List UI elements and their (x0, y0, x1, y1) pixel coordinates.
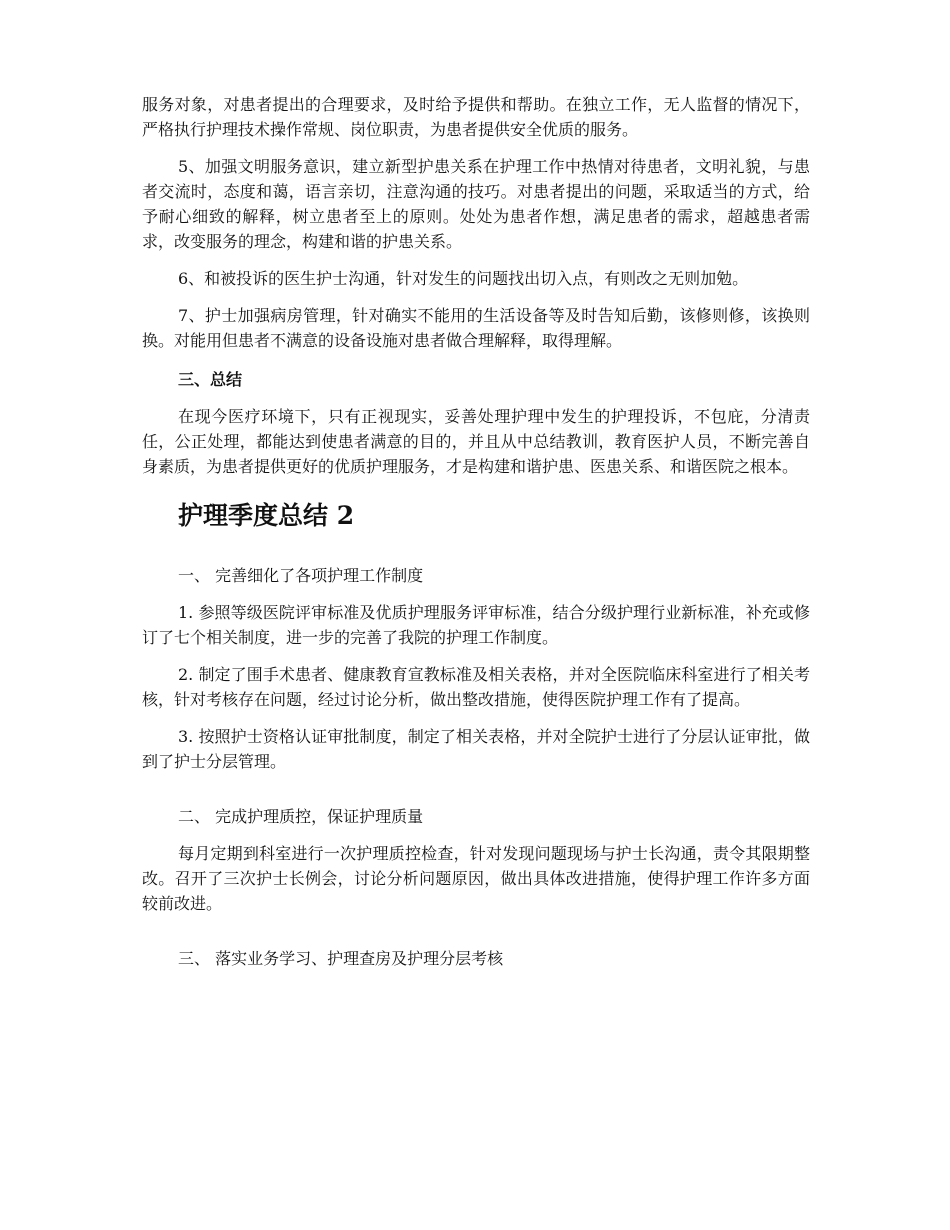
summary-heading: 三、总结 (178, 370, 243, 389)
item-6-paragraph: 6、和被投诉的医生护士沟通，针对发生的问题找出切入点，有则改之无则加勉。 (178, 269, 749, 288)
heading-one: 一、 完善细化了各项护理工作制度 (178, 566, 424, 585)
document-page (142, 92, 810, 971)
summary-paragraph: 在现今医疗环境下，只有正视现实，妥善处理护理中发生的护理投诉，不包庇，分清责任，公正处理，都能达到使患者满意的目的，并且从中总结教训，教育医护人员，不断完善自身素质，为患者提供更好的优质护理服务，才是构建和谐护患、医患关系、和谐医院之根本。 (142, 407, 810, 476)
intro-paragraph: 服务对象，对患者提出的合理要求，及时给予提供和帮助。在独立工作，无人监督的情况下，严格执行护理技术操作常规、岗位职责，为患者提供安全优质的服务。 (142, 95, 810, 139)
document-title: 护理季度总结 2 (178, 501, 355, 530)
point-2-paragraph: 2. 制定了围手术患者、健康教育宣教标准及相关表格，并对全医院临床科室进行了相关考核，针对考核存在问题，经过讨论分析，做出整改措施，使得医院护理工作有了提高。 (142, 665, 810, 709)
heading-three: 三、 落实业务学习、护理查房及护理分层考核 (178, 949, 504, 968)
item-5-paragraph: 5、加强文明服务意识，建立新型护患关系在护理工作中热情对待患者，文明礼貌，与患者交流时，态度和蔼，语言亲切，注意沟通的技巧。对患者提出的问题，采取适当的方式，给予耐心细致的解释，树立患者至上的原则。处处为患者作想，满足患者的需求，超越患者需求，改变服务的理念，构建和谐的护患关系。 (142, 157, 810, 251)
quality-paragraph: 每月定期到科室进行一次护理质控检查，针对发现问题现场与护士长沟通，责令其限期整改。召开了三次护士长例会，讨论分析问题原因，做出具体改进措施，使得护理工作许多方面较前改进。 (142, 844, 810, 913)
point-3-paragraph: 3. 按照护士资格认证审批制度，制定了相关表格，并对全院护士进行了分层认证审批，做到了护士分层管理。 (142, 727, 810, 771)
point-1-paragraph: 1. 参照等级医院评审标准及优质护理服务评审标准，结合分级护理行业新标准，补充或修订了七个相关制度，进一步的完善了我院的护理工作制度。 (142, 603, 810, 647)
heading-two: 二、 完成护理质控，保证护理质量 (178, 807, 424, 826)
item-7-paragraph: 7、护士加强病房管理，针对确实不能用的生活设备等及时告知后勤，该修则修，该换则换。对能用但患者不满意的设备设施对患者做合理解释，取得理解。 (142, 306, 810, 350)
